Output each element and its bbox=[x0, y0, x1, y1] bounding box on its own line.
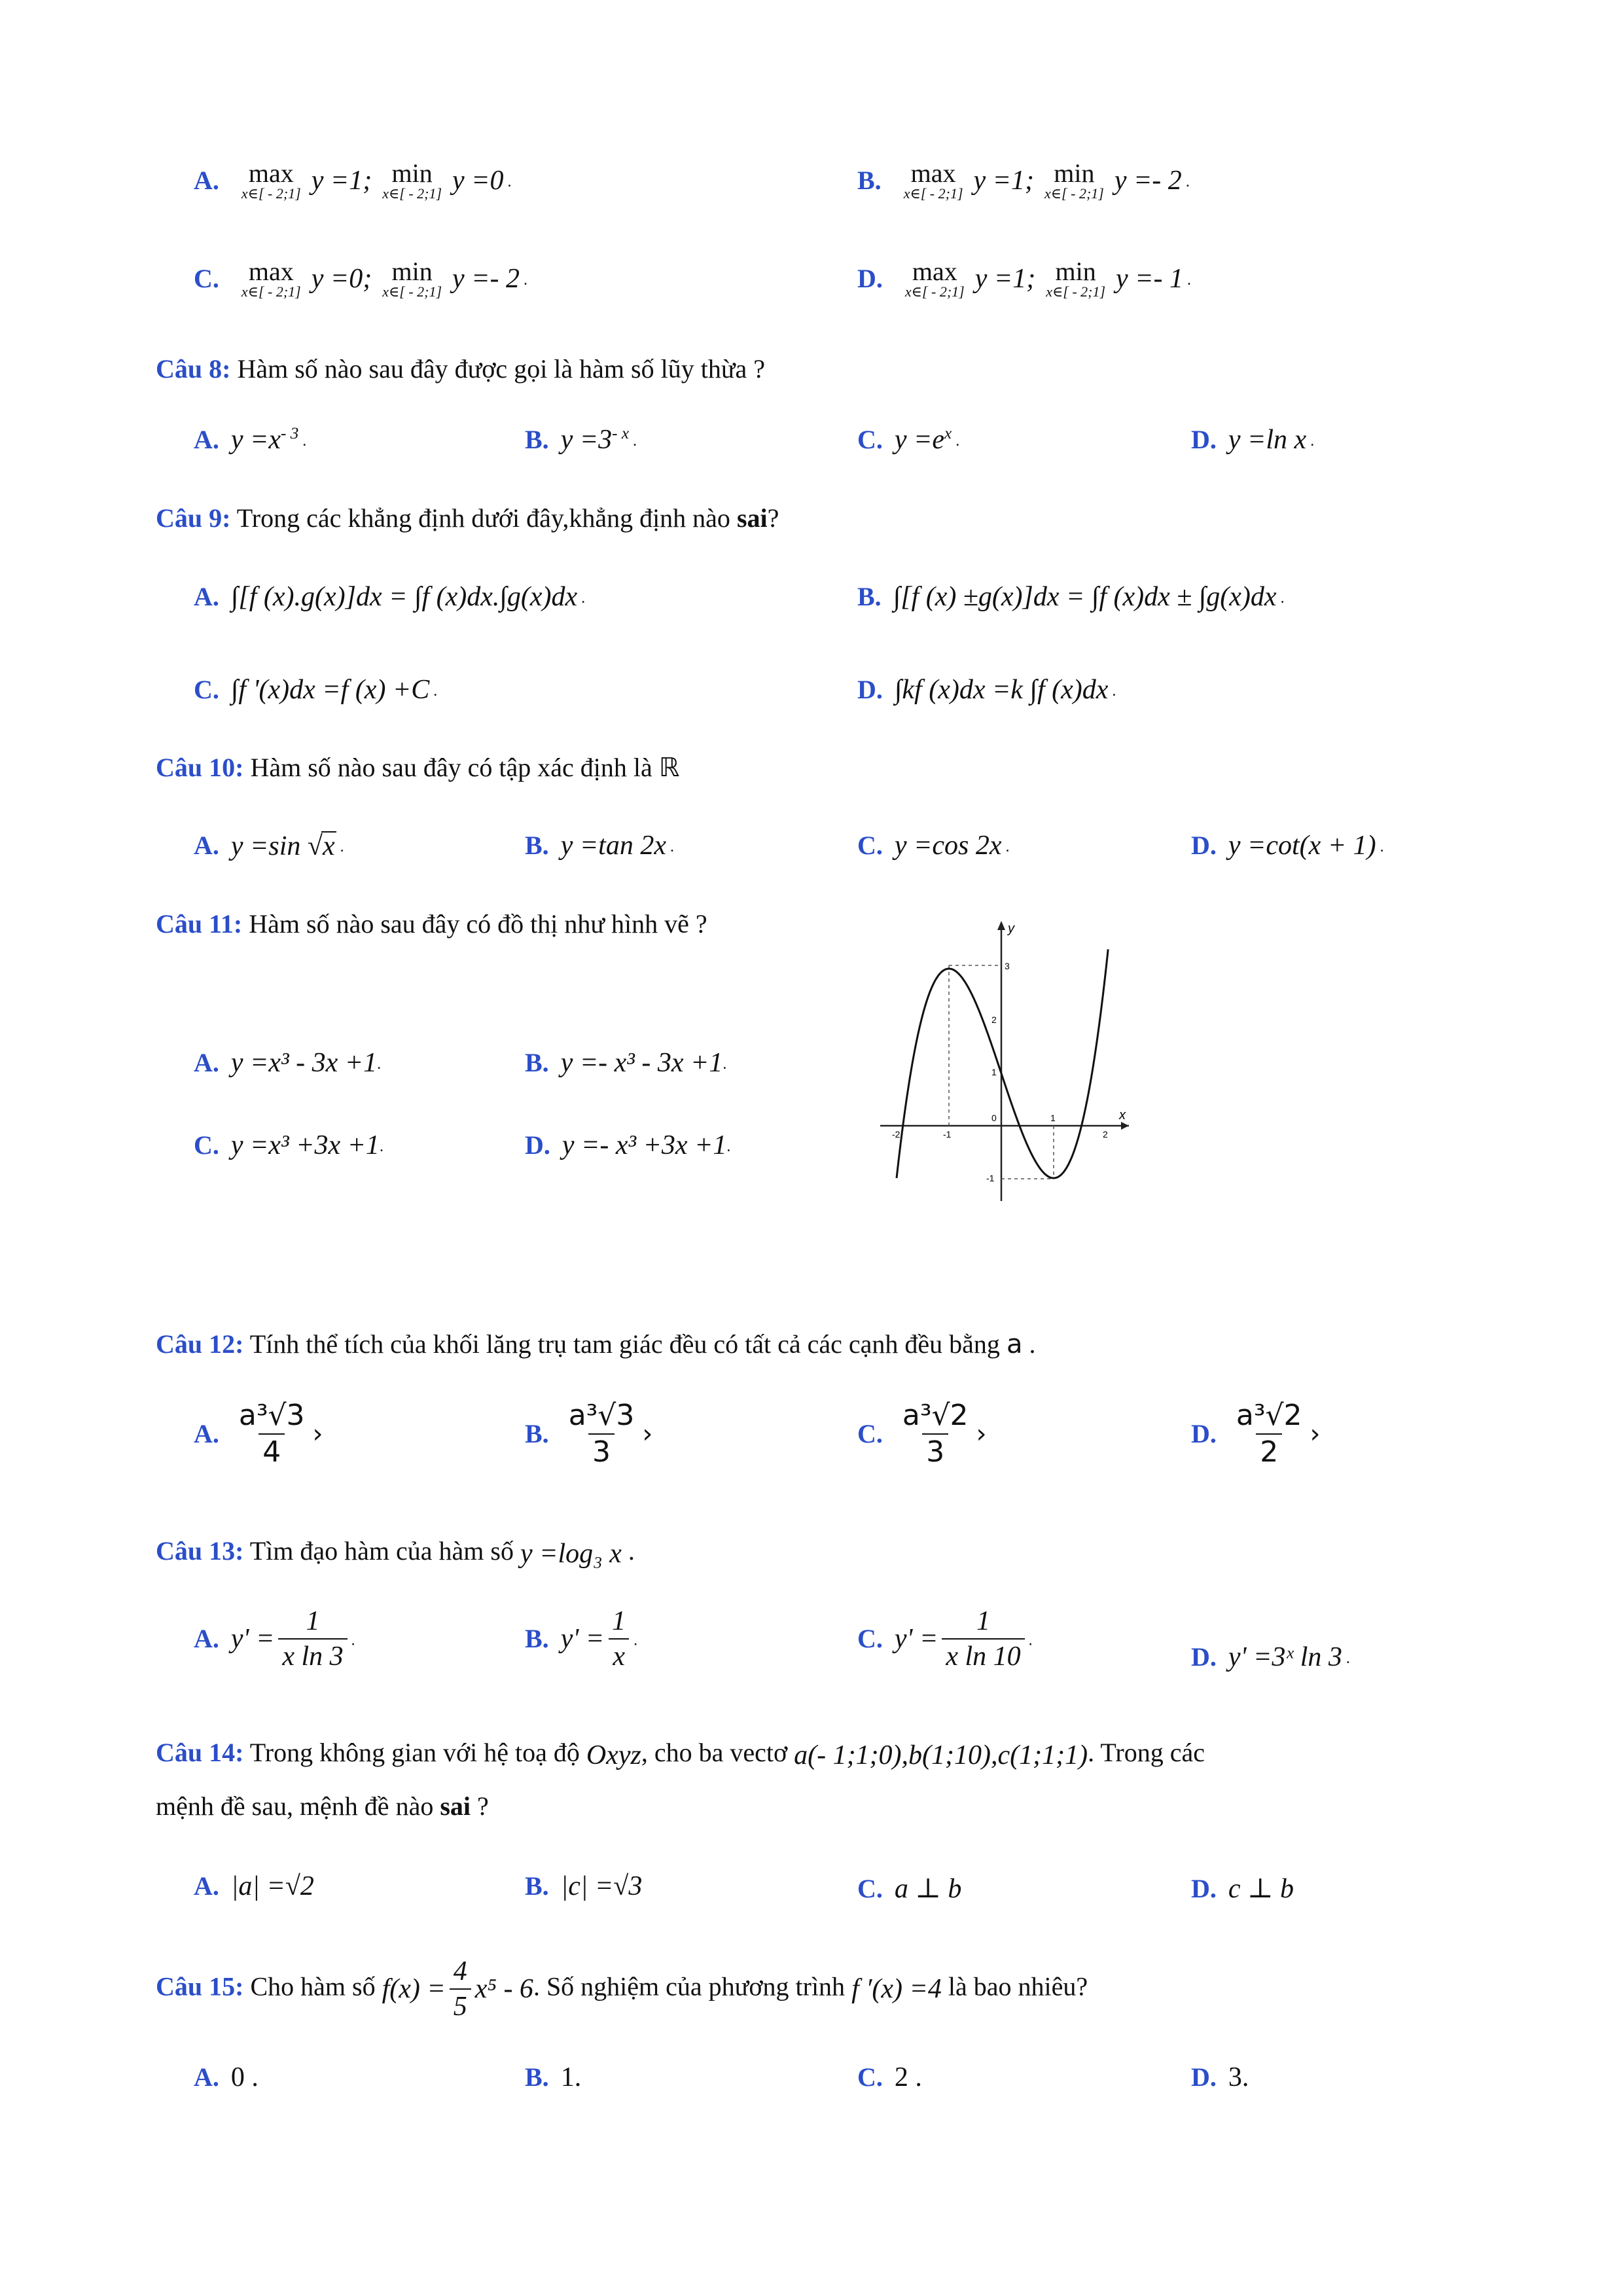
numerator: a³√3 bbox=[238, 1399, 305, 1432]
lhs: y' = bbox=[894, 1624, 938, 1655]
denominator: x ln 10 bbox=[942, 1638, 1024, 1671]
radicand: x bbox=[322, 831, 335, 861]
option-label: B. bbox=[857, 581, 882, 611]
min-range: x∈[ - 2;1] bbox=[1044, 185, 1104, 202]
tick-x-1: 1 bbox=[1050, 1113, 1056, 1123]
option-label: C. bbox=[857, 830, 883, 860]
option-math: y' =3ˣ ln 3 bbox=[1228, 1641, 1342, 1672]
period: . bbox=[1108, 683, 1116, 700]
q13-stem bbox=[156, 1538, 635, 1568]
fraction bbox=[1232, 1401, 1306, 1467]
period: . bbox=[952, 433, 960, 450]
question-number: Câu 14: bbox=[156, 1738, 244, 1767]
q15-stem bbox=[156, 1957, 1088, 2021]
fraction bbox=[565, 1401, 639, 1467]
sin-prefix: y =sin bbox=[230, 831, 301, 861]
max-operator bbox=[905, 259, 965, 299]
emphasis-word: sai bbox=[440, 1791, 471, 1821]
min-operator bbox=[382, 160, 442, 201]
period: . bbox=[1001, 838, 1010, 855]
q14-stem-line2 bbox=[156, 1793, 489, 1820]
max-word: max bbox=[910, 158, 956, 188]
function-math: y =log₃ x bbox=[520, 1538, 622, 1569]
option-math: ∫kf (x)dx =k ∫f (x)dx bbox=[894, 674, 1109, 705]
function-rest: x⁵ - 6 bbox=[474, 1974, 533, 2005]
q14-option-b[interactable] bbox=[525, 1871, 642, 1900]
q9-option-d[interactable] bbox=[857, 674, 1116, 704]
option-math: y =- x³ +3x +1 bbox=[562, 1130, 727, 1160]
q11-option-d[interactable] bbox=[525, 1130, 730, 1159]
denominator: 3 bbox=[922, 1433, 948, 1467]
option-value: 1. bbox=[560, 2062, 582, 2092]
fraction bbox=[899, 1401, 972, 1467]
option-math: |c| =√3 bbox=[560, 1871, 643, 1901]
q13-option-b[interactable] bbox=[525, 1607, 637, 1671]
option-value: 3. bbox=[1228, 2062, 1249, 2092]
numerator: 1 bbox=[612, 1606, 626, 1636]
period: . bbox=[577, 590, 586, 607]
q9-option-c[interactable] bbox=[194, 674, 437, 704]
numerator: 4 bbox=[453, 1956, 467, 1986]
q10-option-c[interactable] bbox=[857, 830, 1010, 859]
max-operator bbox=[241, 160, 301, 201]
max-operator bbox=[241, 259, 301, 299]
period: . bbox=[633, 1632, 638, 1649]
option-label: A. bbox=[194, 1419, 219, 1449]
min-value: y =- 2 bbox=[452, 264, 520, 294]
q13-option-c[interactable] bbox=[857, 1607, 1033, 1671]
period: . bbox=[520, 272, 528, 289]
q7-option-b[interactable] bbox=[857, 160, 1190, 201]
option-label: C. bbox=[857, 1419, 883, 1449]
period: . bbox=[336, 838, 344, 855]
option-math: ∫[f (x) ±g(x)]dx = ∫f (x)dx ± ∫g(x)dx bbox=[893, 581, 1277, 612]
equation-math: f ′(x) =4 bbox=[851, 1974, 942, 2005]
q10-option-d[interactable] bbox=[1191, 830, 1384, 859]
fraction bbox=[235, 1401, 309, 1467]
q11-option-c[interactable] bbox=[194, 1130, 383, 1159]
numerator: 1 bbox=[976, 1606, 991, 1636]
lhs: y' = bbox=[560, 1624, 605, 1655]
q15-option-a[interactable] bbox=[194, 2062, 259, 2091]
period: . bbox=[1342, 1650, 1350, 1667]
question-number: Câu 12: bbox=[156, 1329, 244, 1359]
cubic-function-graph bbox=[874, 913, 1135, 1208]
tick-y-2: 2 bbox=[991, 1014, 997, 1025]
question-number: Câu 11: bbox=[156, 909, 243, 939]
option-math bbox=[561, 426, 629, 454]
function-lhs: f(x) = bbox=[382, 1974, 446, 2005]
question-number: Câu 8: bbox=[156, 354, 231, 384]
tick-y-1: 1 bbox=[991, 1067, 997, 1077]
option-label: D. bbox=[1191, 2062, 1217, 2092]
option-label: C. bbox=[194, 264, 219, 293]
option-math: y =cos 2x bbox=[894, 830, 1002, 861]
period: . bbox=[351, 1632, 355, 1649]
q14-option-d[interactable] bbox=[1191, 1873, 1294, 1903]
option-math: ∫[f (x).g(x)]dx = ∫f (x)dx.∫g(x)dx bbox=[230, 581, 578, 612]
coordinate-system: Oxyz bbox=[586, 1740, 641, 1770]
q9-option-b[interactable] bbox=[857, 581, 1285, 611]
vectors-math: a(- 1;1;0),b(1;10),c(1;1;1) bbox=[794, 1740, 1088, 1770]
min-operator bbox=[1046, 259, 1105, 299]
tick-y-3: 3 bbox=[1005, 961, 1010, 971]
tick-x-minus1: -1 bbox=[943, 1129, 952, 1139]
option-label: A. bbox=[194, 1871, 219, 1901]
exponent: x bbox=[944, 424, 952, 442]
question-end: ? bbox=[471, 1791, 489, 1821]
q10-option-a[interactable] bbox=[194, 830, 344, 860]
q8-option-b[interactable] bbox=[525, 424, 637, 454]
min-range: x∈[ - 2;1] bbox=[382, 283, 442, 300]
period: . bbox=[722, 1056, 727, 1073]
option-label: D. bbox=[1191, 1419, 1217, 1449]
question-number: Câu 10: bbox=[156, 753, 244, 782]
max-value: y =0; bbox=[311, 264, 372, 294]
option-label: A. bbox=[194, 166, 219, 195]
period: . bbox=[621, 1536, 635, 1566]
q8-option-c[interactable] bbox=[857, 424, 959, 454]
min-value: y =0 bbox=[452, 166, 504, 196]
option-label: B. bbox=[525, 1047, 549, 1077]
trailing-mark: › bbox=[976, 1419, 987, 1450]
question-text: Cho hàm số bbox=[250, 1971, 382, 2001]
tick-origin: 0 bbox=[991, 1113, 997, 1123]
option-math: y =tan 2x bbox=[560, 830, 666, 861]
q8-stem bbox=[156, 356, 765, 382]
max-word: max bbox=[248, 158, 294, 188]
denominator: x ln 3 bbox=[278, 1638, 347, 1671]
q8-option-d[interactable] bbox=[1191, 424, 1314, 454]
option-math bbox=[231, 426, 298, 454]
option-label: D. bbox=[857, 264, 883, 293]
option-label: B. bbox=[525, 2062, 549, 2092]
q9-option-a[interactable] bbox=[194, 581, 585, 611]
q7-option-c[interactable] bbox=[194, 259, 527, 299]
period: . bbox=[1306, 433, 1315, 450]
q11-stem bbox=[156, 911, 707, 937]
option-label: B. bbox=[525, 1871, 549, 1901]
option-math: y =cot(x + 1) bbox=[1228, 830, 1376, 861]
q7-option-d[interactable] bbox=[857, 259, 1191, 299]
max-range: x∈[ - 2;1] bbox=[241, 185, 301, 202]
period: . bbox=[1276, 590, 1285, 607]
period: . bbox=[377, 1056, 382, 1073]
period: . bbox=[379, 1138, 383, 1155]
option-label: A. bbox=[194, 1624, 219, 1654]
x-axis-label: x bbox=[1119, 1108, 1126, 1122]
question-end: ? bbox=[767, 503, 779, 533]
numerator: a³√2 bbox=[1236, 1399, 1302, 1432]
option-label: B. bbox=[525, 830, 549, 860]
period: . bbox=[666, 838, 674, 855]
min-word: min bbox=[391, 158, 433, 188]
tick-x-2: 2 bbox=[1103, 1129, 1108, 1139]
period: . bbox=[429, 683, 438, 700]
option-math: y =x³ - 3x +1 bbox=[230, 1047, 378, 1078]
question-text: Tìm đạo hàm của hàm số bbox=[249, 1536, 520, 1566]
period: . bbox=[1181, 173, 1190, 191]
fraction bbox=[608, 1607, 630, 1671]
min-range: x∈[ - 2;1] bbox=[1046, 283, 1106, 300]
option-label: A. bbox=[194, 2062, 219, 2092]
period: . bbox=[629, 433, 637, 450]
option-label: A. bbox=[194, 1047, 219, 1077]
option-label: D. bbox=[1191, 1641, 1217, 1672]
min-operator bbox=[382, 259, 442, 299]
min-word: min bbox=[1055, 257, 1096, 286]
min-word: min bbox=[1054, 158, 1095, 188]
q11-option-a[interactable] bbox=[194, 1047, 381, 1077]
denominator: 3 bbox=[588, 1433, 615, 1467]
q12-option-b[interactable] bbox=[525, 1401, 652, 1467]
option-math: y =x³ +3x +1 bbox=[230, 1130, 380, 1160]
option-math: y =- x³ - 3x +1 bbox=[560, 1047, 723, 1078]
real-set-symbol: ℝ bbox=[658, 753, 680, 783]
q8-option-a[interactable] bbox=[194, 424, 306, 454]
exponent: - x bbox=[612, 424, 630, 442]
emphasis-word: sai bbox=[736, 503, 768, 533]
trailing-mark: › bbox=[642, 1419, 653, 1450]
option-label: D. bbox=[525, 1130, 550, 1160]
period: . bbox=[1183, 272, 1192, 289]
denominator: 5 bbox=[450, 1988, 471, 2021]
q14-option-c[interactable] bbox=[857, 1873, 961, 1903]
q12-option-d[interactable] bbox=[1191, 1401, 1321, 1467]
max-range: x∈[ - 2;1] bbox=[903, 185, 963, 202]
option-label: C. bbox=[194, 1130, 219, 1160]
max-operator bbox=[904, 160, 963, 201]
max-range: x∈[ - 2;1] bbox=[241, 283, 301, 300]
q12-option-a[interactable] bbox=[194, 1401, 323, 1467]
q12-option-c[interactable] bbox=[857, 1401, 987, 1467]
q14-option-a[interactable] bbox=[194, 1871, 314, 1900]
max-value: y =1; bbox=[311, 166, 372, 196]
option-label: A. bbox=[194, 424, 219, 454]
option-label: D. bbox=[1191, 424, 1217, 454]
max-value: y =1; bbox=[974, 264, 1036, 294]
denominator: 2 bbox=[1256, 1433, 1282, 1467]
option-label: D. bbox=[857, 674, 883, 704]
option-label: A. bbox=[194, 830, 219, 860]
option-value: 0 . bbox=[230, 2062, 259, 2092]
max-word: max bbox=[248, 257, 294, 286]
question-text: Tính thể tích của khối lăng trụ tam giác đều có tất cả các cạnh đều bằng bbox=[249, 1329, 1007, 1359]
option-label: D. bbox=[1191, 830, 1217, 860]
y-axis-arrow bbox=[997, 921, 1005, 930]
edge-variable: a bbox=[1006, 1329, 1023, 1359]
q10-option-b[interactable] bbox=[525, 830, 674, 859]
period: . bbox=[503, 173, 512, 191]
fraction bbox=[942, 1607, 1024, 1671]
period: . bbox=[726, 1138, 731, 1155]
option-math: c ⊥ b bbox=[1228, 1873, 1294, 1904]
denominator: x bbox=[609, 1638, 629, 1671]
q13-option-d[interactable] bbox=[1191, 1641, 1350, 1671]
option-label: B. bbox=[525, 1419, 549, 1449]
q14-stem-line1 bbox=[156, 1740, 1205, 1769]
max-value: y =1; bbox=[973, 166, 1034, 196]
q7-option-a[interactable] bbox=[194, 160, 512, 201]
numerator: 1 bbox=[306, 1606, 320, 1636]
q15-option-d[interactable] bbox=[1191, 2062, 1249, 2091]
option-label: B. bbox=[525, 1624, 549, 1654]
q13-option-a[interactable] bbox=[194, 1607, 355, 1671]
option-math: y =ln x bbox=[1228, 424, 1307, 455]
question-text: Hàm số nào sau đây có tập xác định là bbox=[250, 753, 659, 782]
tick-y-minus1: -1 bbox=[986, 1173, 995, 1183]
min-operator bbox=[1044, 160, 1104, 201]
q15-option-c[interactable] bbox=[857, 2062, 922, 2091]
x-axis-arrow bbox=[1121, 1122, 1129, 1130]
question-text-3: . Trong các bbox=[1088, 1738, 1205, 1767]
q10-stem bbox=[156, 755, 679, 781]
option-label: B. bbox=[525, 424, 549, 454]
base: y =x bbox=[230, 424, 281, 455]
question-text-3: là bao nhiêu? bbox=[941, 1971, 1088, 2001]
question-number: Câu 13: bbox=[156, 1536, 244, 1566]
trailing-mark: › bbox=[312, 1419, 323, 1450]
option-label: B. bbox=[857, 166, 882, 195]
q15-option-b[interactable] bbox=[525, 2062, 581, 2091]
option-label: A. bbox=[194, 581, 219, 611]
fraction bbox=[278, 1607, 347, 1671]
question-text: Hàm số nào sau đây có đồ thị như hình vẽ ? bbox=[249, 909, 707, 939]
option-math: ∫f '(x)dx =f (x) +C bbox=[230, 674, 430, 705]
option-math: a ⊥ b bbox=[894, 1873, 962, 1904]
option-label: D. bbox=[1191, 1873, 1217, 1903]
base: y =3 bbox=[560, 424, 613, 455]
denominator: 4 bbox=[259, 1433, 285, 1467]
coefficient-fraction bbox=[450, 1957, 471, 2021]
y-axis-label: y bbox=[1008, 922, 1014, 936]
question-text: Trong không gian với hệ toạ độ bbox=[249, 1738, 586, 1767]
base: y =e bbox=[894, 424, 945, 455]
question-text-2: . Số nghiệm của phương trình bbox=[533, 1971, 852, 2001]
option-value: 2 . bbox=[894, 2062, 922, 2092]
option-math: y =sin √x bbox=[230, 831, 335, 861]
lhs: y' = bbox=[230, 1624, 275, 1655]
option-label: C. bbox=[194, 674, 219, 704]
option-label: C. bbox=[857, 2062, 883, 2092]
period: . bbox=[1022, 1329, 1036, 1359]
min-value: y =- 1 bbox=[1116, 264, 1184, 294]
function-curve bbox=[897, 949, 1108, 1178]
exponent: - 3 bbox=[281, 424, 299, 442]
max-word: max bbox=[912, 257, 957, 286]
numerator: a³√2 bbox=[902, 1399, 969, 1432]
trailing-mark: › bbox=[1310, 1419, 1321, 1450]
option-label: C. bbox=[857, 1624, 883, 1654]
option-math: |a| =√2 bbox=[230, 1871, 314, 1901]
question-text: Hàm số nào sau đây được gọi là hàm số lũy thừa ? bbox=[237, 354, 766, 384]
question-number: Câu 9: bbox=[156, 503, 231, 533]
question-number: Câu 15: bbox=[156, 1971, 244, 2001]
q12-stem bbox=[156, 1331, 1035, 1357]
question-text: Trong các khẳng định dưới đây,khẳng định nào bbox=[236, 503, 737, 533]
max-range: x∈[ - 2;1] bbox=[904, 283, 965, 300]
option-label: C. bbox=[857, 424, 883, 454]
option-label: C. bbox=[857, 1873, 883, 1903]
q11-option-b[interactable] bbox=[525, 1047, 726, 1077]
min-word: min bbox=[391, 257, 433, 286]
period: . bbox=[298, 433, 307, 450]
question-text-line2: mệnh đề sau, mệnh đề nào bbox=[156, 1791, 440, 1821]
numerator: a³√3 bbox=[568, 1399, 635, 1432]
question-text-2: , cho ba vectơ bbox=[641, 1738, 794, 1767]
min-value: y =- 2 bbox=[1114, 166, 1182, 196]
period: . bbox=[1028, 1632, 1033, 1649]
option-math bbox=[895, 426, 952, 454]
tick-x-minus2: -2 bbox=[892, 1129, 901, 1139]
q9-stem bbox=[156, 505, 779, 531]
period: . bbox=[1376, 838, 1384, 855]
min-range: x∈[ - 2;1] bbox=[382, 185, 442, 202]
